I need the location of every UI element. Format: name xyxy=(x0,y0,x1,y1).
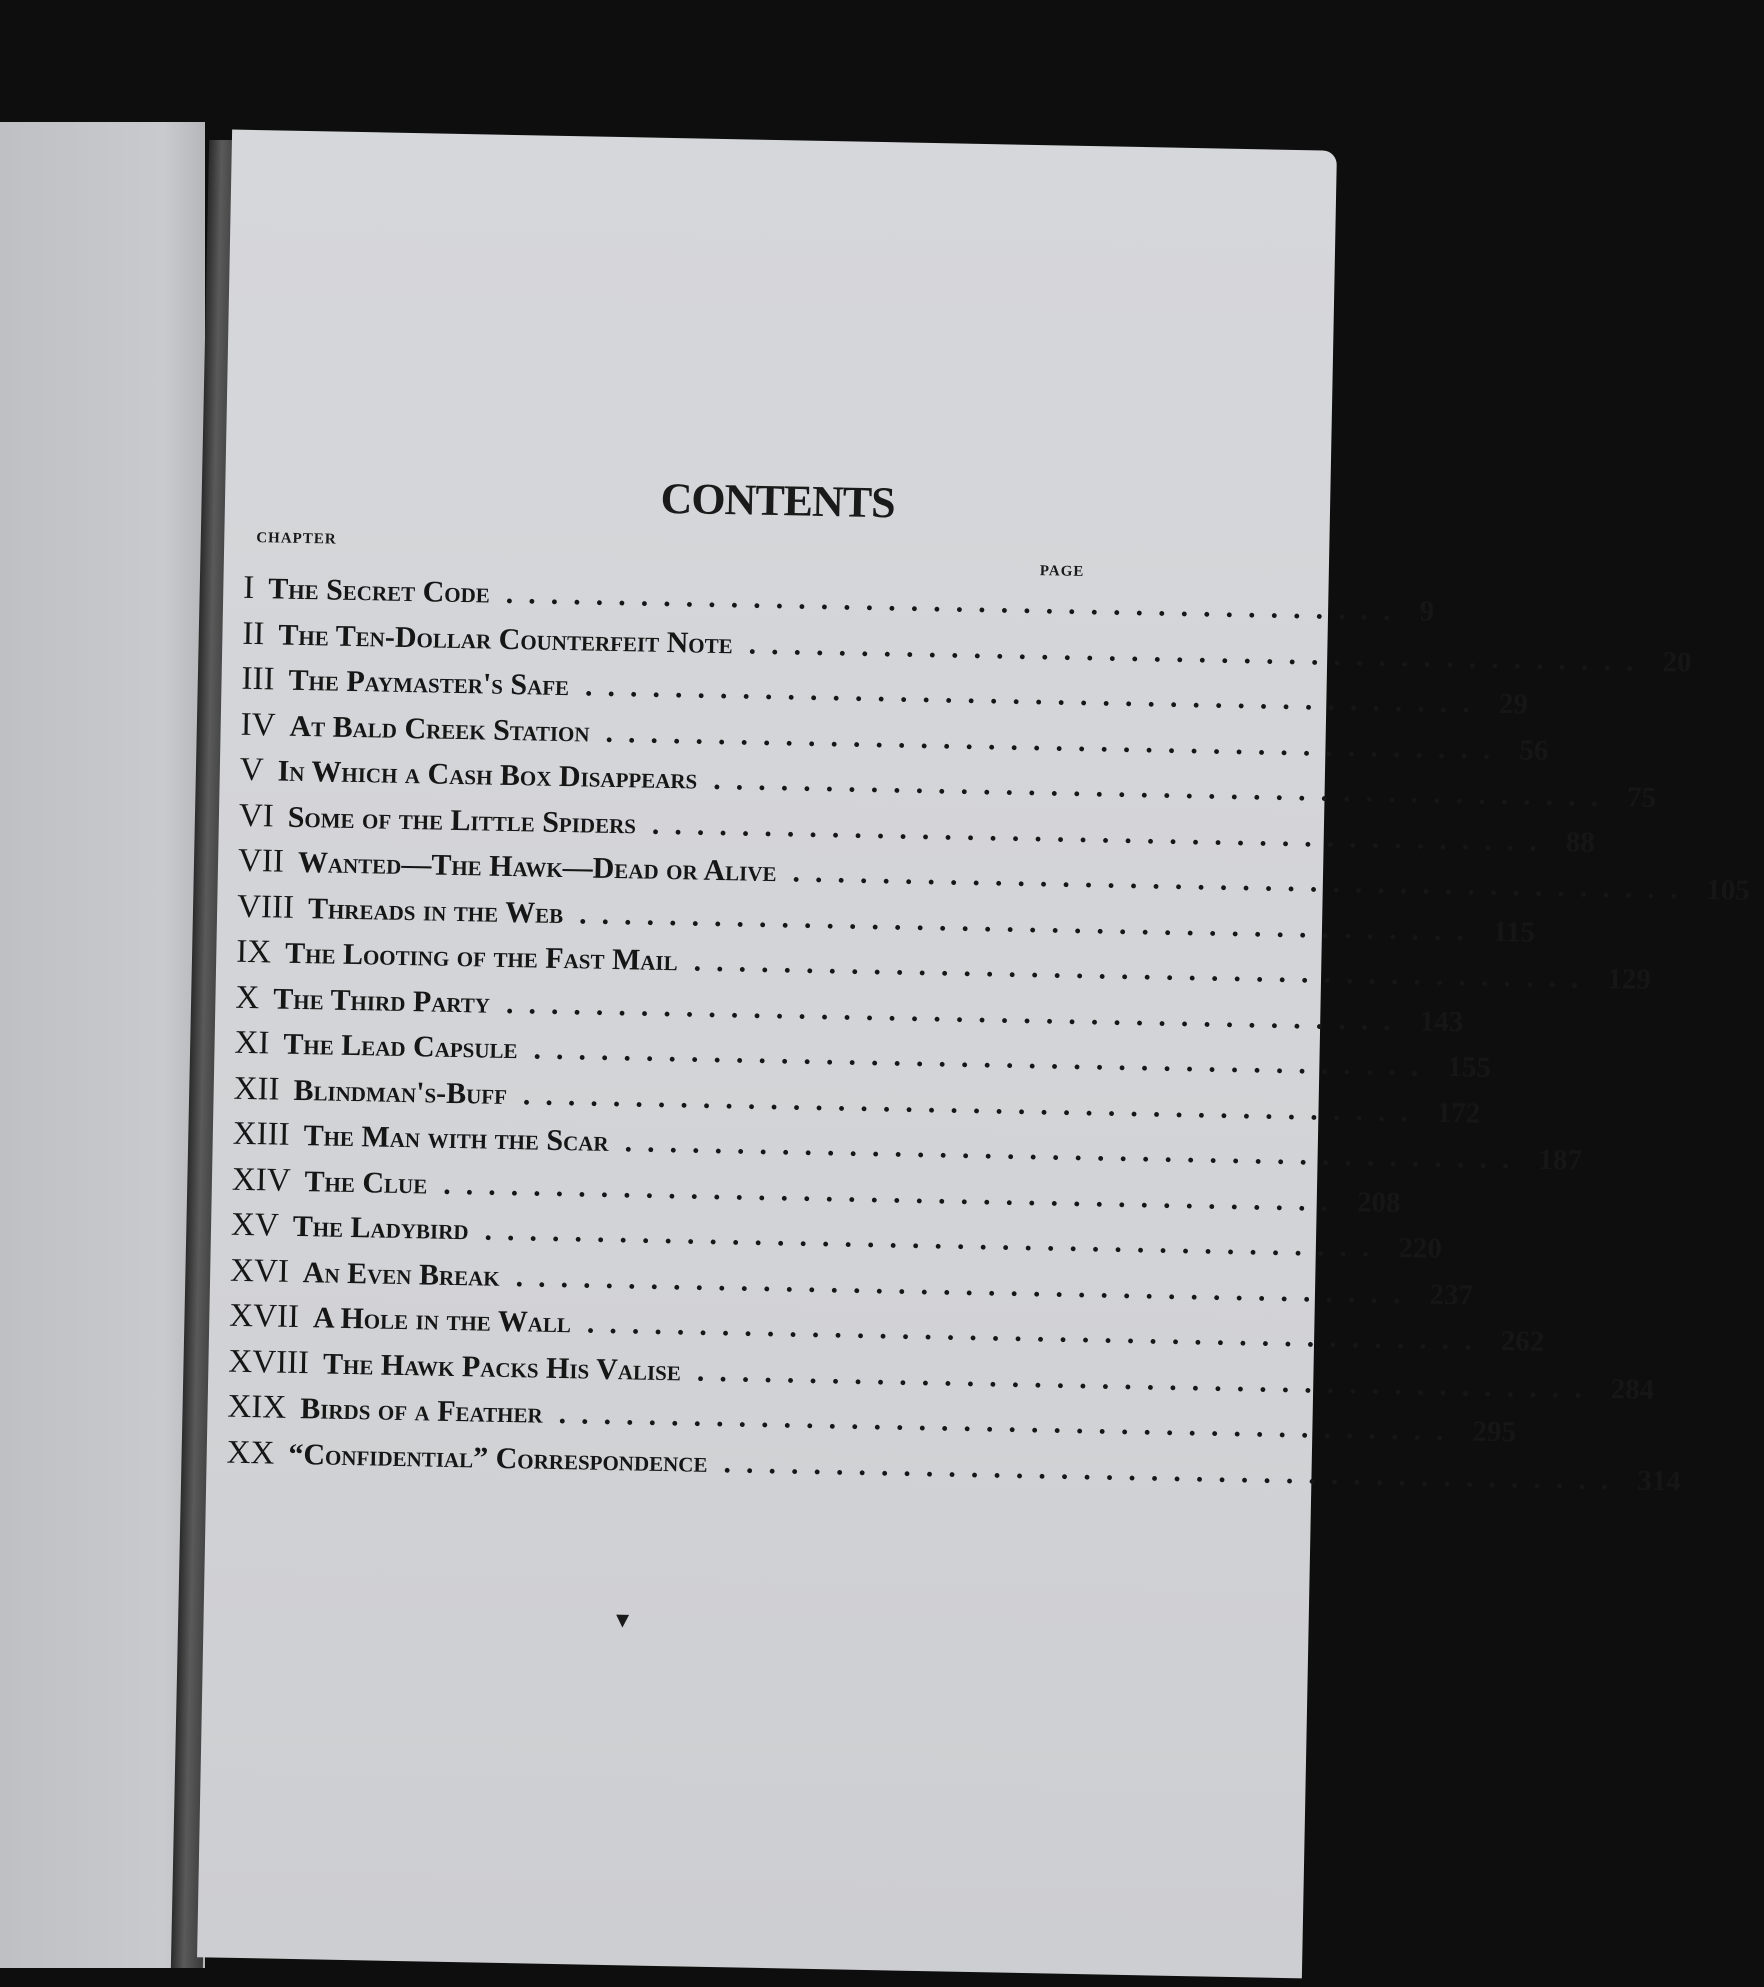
chapter-title: Some of the Little Spiders xyxy=(287,800,637,840)
chapter-number: II xyxy=(242,615,265,652)
page-number: 143 xyxy=(1419,1004,1464,1038)
page-number: 295 xyxy=(1472,1415,1517,1449)
dot-leader: ........................................ xyxy=(442,1167,1344,1218)
dot-leader: ........................................ xyxy=(558,1397,1459,1448)
page-number: 20 xyxy=(1662,645,1692,679)
chapter-title: Wanted—The Hawk—Dead or Alive xyxy=(297,845,777,889)
page-number: 56 xyxy=(1519,733,1549,767)
chapter-title: The Lead Capsule xyxy=(283,1027,518,1066)
chapter-number: I xyxy=(242,569,255,607)
chapter-title: A Hole in the Wall xyxy=(312,1301,572,1340)
chapter-title: The Paymaster's Safe xyxy=(288,663,570,703)
page-number: 29 xyxy=(1498,687,1529,721)
page-number: 187 xyxy=(1538,1143,1583,1177)
chapter-title: “Confidential” Correspondence xyxy=(288,1437,708,1479)
chapter-title: The Third Party xyxy=(272,981,491,1020)
dot-leader: ........................................ xyxy=(578,896,1480,948)
chapter-number: XVIII xyxy=(228,1343,310,1381)
page-number: 155 xyxy=(1447,1051,1492,1084)
chapter-title: The Man with the Scar xyxy=(303,1119,609,1158)
chapter-title: The Secret Code xyxy=(268,572,491,610)
dot-leader: ........................................ xyxy=(605,715,1506,766)
page-title: CONTENTS xyxy=(660,473,896,528)
dot-leader: ........................................ xyxy=(533,1032,1434,1083)
chapter-title: The Clue xyxy=(304,1164,428,1200)
chapter-title: The Ten-Dollar Counterfeit Note xyxy=(278,618,734,660)
dot-leader: ........................................ xyxy=(748,627,1649,678)
chapter-number: IV xyxy=(240,706,276,743)
chapter-title: Blindman's-Buff xyxy=(293,1073,508,1111)
chapter-number: X xyxy=(235,979,260,1016)
chapter-number: XII xyxy=(233,1070,280,1108)
dot-leader: ........................................ xyxy=(505,576,1406,628)
dot-leader: ........................................ xyxy=(505,986,1407,1037)
chapter-number: V xyxy=(239,751,265,789)
facing-page xyxy=(0,122,205,1968)
page-number: 172 xyxy=(1436,1096,1481,1130)
chapter-title: The Looting of the Fast Mail xyxy=(284,936,678,978)
dot-leader: ........................................ xyxy=(792,855,1693,906)
chapter-number: XVI xyxy=(229,1252,290,1290)
page-number: 314 xyxy=(1637,1464,1682,1498)
chapter-title: Birds of a Feather xyxy=(299,1392,544,1430)
page-number: 9 xyxy=(1419,595,1435,628)
page-number: 105 xyxy=(1706,873,1751,907)
chapter-title: In Which a Cash Box Disappears xyxy=(277,754,698,796)
page-column-label: PAGE xyxy=(1039,563,1085,580)
dot-leader: ........................................ xyxy=(693,944,1594,995)
footer-mark: ▼ xyxy=(611,1607,634,1633)
chapter-number: VII xyxy=(237,842,285,880)
chapter-number: XX xyxy=(226,1434,275,1472)
chapter-title: At Bald Creek Station xyxy=(289,709,590,748)
page-number: 220 xyxy=(1398,1232,1443,1265)
page-number: 262 xyxy=(1500,1325,1545,1358)
chapter-number: III xyxy=(241,660,275,698)
dot-leader: ........................................ xyxy=(696,1354,1598,1405)
chapter-number: XIX xyxy=(227,1388,287,1426)
chapter-number: XIII xyxy=(232,1115,291,1153)
chapter-number: VIII xyxy=(236,888,295,926)
chapter-column-label: CHAPTER xyxy=(256,530,337,548)
dot-leader: ........................................ xyxy=(624,1125,1525,1176)
dot-leader: ........................................ xyxy=(712,762,1614,814)
dot-leader: ........................................ xyxy=(522,1077,1424,1129)
chapter-number: XVII xyxy=(229,1297,300,1336)
page-number: 75 xyxy=(1626,781,1657,814)
dot-leader: ........................................ xyxy=(584,669,1486,720)
page-number: 208 xyxy=(1356,1185,1401,1219)
table-of-contents xyxy=(226,569,1751,1498)
page-number: 237 xyxy=(1429,1278,1474,1312)
page-number: 88 xyxy=(1565,825,1596,859)
chapter-number: VI xyxy=(238,797,275,834)
chapter-title: The Hawk Packs His Valise xyxy=(322,1347,682,1387)
chapter-title: Threads in the Web xyxy=(307,891,564,930)
dot-leader: ........................................ xyxy=(723,1445,1624,1496)
chapter-title: The Ladybird xyxy=(292,1209,469,1247)
page-number: 129 xyxy=(1607,963,1652,996)
page-number: 115 xyxy=(1492,915,1536,949)
page-number: 284 xyxy=(1610,1372,1655,1406)
dot-leader: ........................................ xyxy=(651,807,1553,858)
dot-leader: ........................................ xyxy=(484,1213,1385,1264)
chapter-number: XV xyxy=(230,1206,280,1244)
chapter-number: XIV xyxy=(231,1161,291,1199)
dot-leader: ........................................ xyxy=(515,1259,1416,1310)
chapter-title: An Even Break xyxy=(302,1255,501,1293)
chapter-number: IX xyxy=(236,933,272,971)
chapter-number: XI xyxy=(234,1024,270,1062)
dot-leader: ........................................ xyxy=(586,1306,1488,1357)
contents-page xyxy=(197,130,1751,1979)
